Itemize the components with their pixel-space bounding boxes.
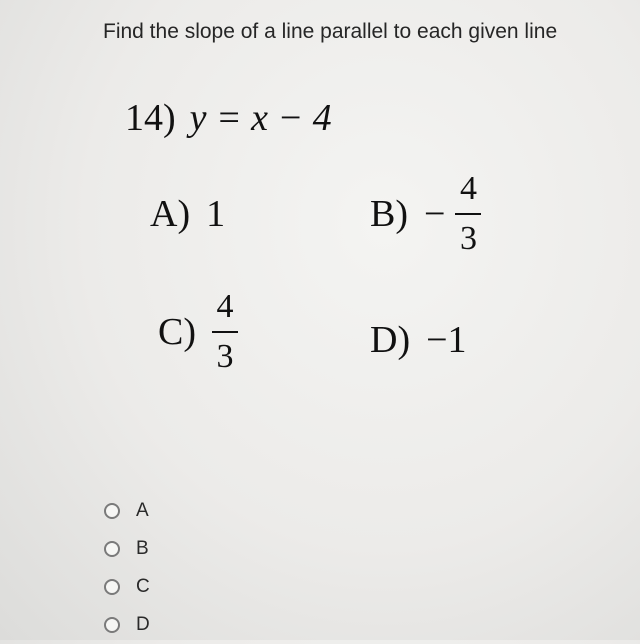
choice-a bbox=[150, 192, 225, 236]
problem-equation: y = x − 4 bbox=[189, 97, 332, 139]
choice-a-value: 1 bbox=[206, 193, 226, 235]
answer-option-label[interactable]: D bbox=[136, 614, 150, 635]
problem-number: 14) bbox=[125, 97, 176, 139]
choice-d bbox=[370, 318, 467, 362]
choice-b bbox=[370, 172, 481, 256]
answer-option-label[interactable]: C bbox=[136, 576, 150, 597]
choice-c-label: C) bbox=[158, 311, 196, 353]
choice-c-numerator: 4 bbox=[216, 288, 234, 325]
choice-d-value: −1 bbox=[426, 319, 467, 361]
answer-option-label[interactable]: A bbox=[136, 500, 149, 521]
answer-radio-group bbox=[104, 492, 150, 644]
choice-d-label: D) bbox=[370, 319, 411, 361]
radio-button-c[interactable] bbox=[104, 579, 120, 595]
radio-button-a[interactable] bbox=[104, 503, 120, 519]
answer-option-a[interactable] bbox=[104, 492, 150, 530]
choice-b-denominator: 3 bbox=[459, 220, 477, 257]
instructions-text: Find the slope of a line parallel to each given line bbox=[103, 20, 558, 43]
choice-b-numerator: 4 bbox=[459, 170, 477, 207]
radio-button-b[interactable] bbox=[104, 541, 120, 557]
choice-b-label: B) bbox=[370, 193, 408, 235]
choice-a-label: A) bbox=[150, 193, 191, 235]
problem-statement bbox=[125, 96, 332, 140]
answer-option-b[interactable] bbox=[104, 530, 150, 568]
answer-option-d[interactable] bbox=[104, 606, 150, 644]
fraction-bar bbox=[212, 331, 238, 333]
choice-b-sign: − bbox=[424, 193, 446, 235]
radio-button-d[interactable] bbox=[104, 617, 120, 633]
choice-c-denominator: 3 bbox=[216, 338, 234, 375]
choice-c bbox=[158, 290, 238, 374]
choice-c-fraction bbox=[212, 290, 238, 374]
answer-option-label[interactable]: B bbox=[136, 538, 149, 559]
fraction-bar bbox=[455, 213, 481, 215]
answer-option-c[interactable] bbox=[104, 568, 150, 606]
choice-b-fraction bbox=[424, 172, 481, 256]
